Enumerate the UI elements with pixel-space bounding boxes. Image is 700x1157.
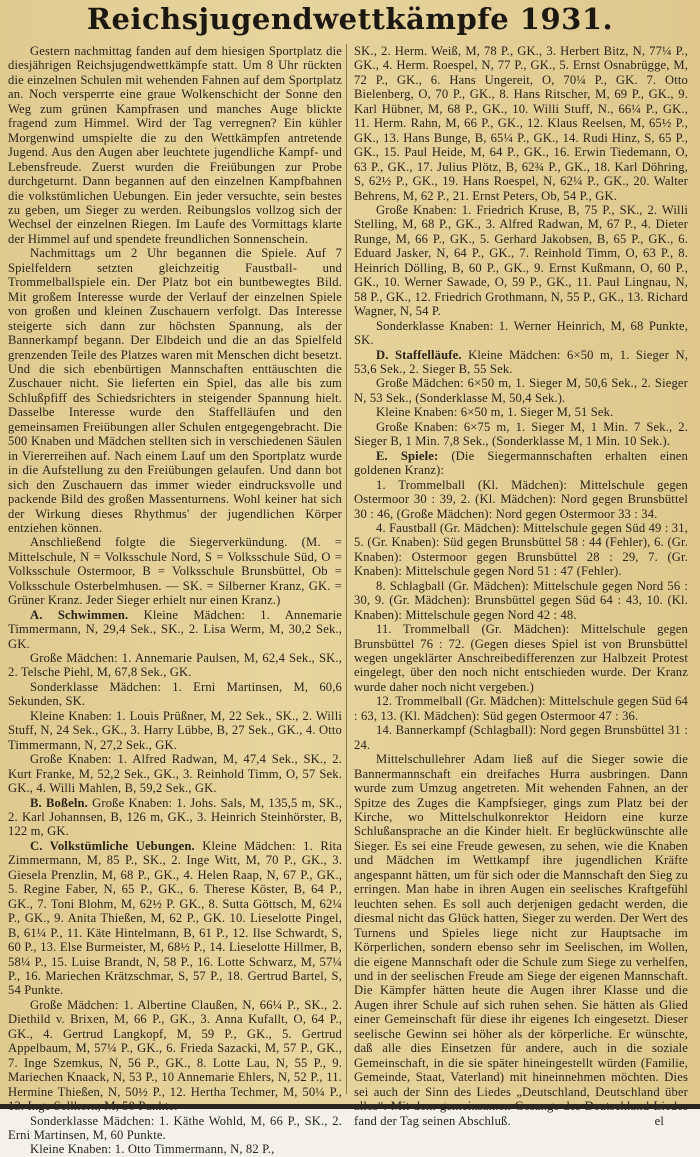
paragraph-text: 12. Trommelball (Gr. Mädchen): Mittelschule gegen Süd 64 : 63, 13. (Kl. Mädchen): Süd gegen Ostermoor 47 : 36. (354, 694, 688, 723)
paragraph-text: 4. Faustball (Gr. Mädchen): Mittelschule gegen Süd 49 : 31, 5. (Gr. Knaben): Süd gegen Brunsbüttel 58 : 44 (Fehler), 6. (Gr. Knaben): Ostermoor gegen Brunsbüttel 28 : 29, 7. (Gr. Knaben): Mittelschule gegen Nord 51 : 47 (Fehler). (354, 520, 688, 579)
paragraph-text: (Die Siegermannschaften erhalten einen goldenen Kranz): (354, 448, 688, 478)
paragraph-text: Nachmittags um 2 Uhr begannen die Spiele. Auf 7 Spielfeldern setzten gleichzeitig Faustball- und Trommelballspiele ein. Der Platz bot ein buntbewegtes Bild. Mit großem Interesse wurde der Verlauf der einzelnen Spiele von großen und kleinen Zuschauern verfolgt. Das Interesse steigerte sich dann zur höchsten Spannung, als der Bannerkampf begann. Der Elbdeich und die an das Spielfeld grenzenden Teile des Platzes waren mit Menschen dicht besetzt. Und die sich ebenbürtigen Mannschaften enttäuschten die Zuschauer nicht. Sie lieferten ein Spiel, das alle bis zum Schlußpfiff des Schiedsrichters in steigender Spannung hielt. Dasselbe Interesse wurde den Staffelläufen und den gemeinsamen Freiübungen aller Schulen entgegengebracht. Die 500 Knaben und Mädchen stellten sich in verschiedenen Säulen in Viererreihen auf. Nach einem Lauf um den Sportplatz wurde in die Aufstellung zu den Freiübungen gelaufen. Und dann bot sich den Zuschauern das immer wieder eindrucksvolle und packende Bild des großen Massenturnens. Wohl keiner hat sich der Wirkung dieses Rhythmus' der jugendlichen Körper entziehen können. (8, 246, 342, 535)
paragraph-text: Kleine Mädchen: 1. Rita Zimmermann, M, 85 P., SK., 2. Inge Witt, M, 70 P., GK., 3. Giesela Prenzlin, M, 68 P., GK., 4. Helen Raap, N, 67 P., GK., 5. Regine Faber, N, 65 P., GK., 6. Therese Köster, B, 64 P., GK., 7. Toni Blohm, M, 62½ P. GK., 8. Sutta Göttsch, M, 62¼ P., GK., 9. Anita Thießen, M, 62 P., GK. 10. Lieselotte Pingel, B, 61¼ P., 11. Käte Hintelmann, B, 61 P., 12. Ilse Schwardt, S, 60 P., 13. Else Burmeister, M, 68½ P., 14. Lieselotte Hillmer, B, 58¼ P., 15. Luise Brandt, N, 58 P., 16. Lotte Schwarz, M, 57¼ P., 16. Mariechen Krätzschmar, S, 57 P., 18. Gertrud Bartel, S, 54 Punkte. (8, 838, 342, 998)
article-paragraph (8, 998, 342, 1114)
paragraph-text: Sonderklasse Mädchen: 1. Erni Martinsen, M, 60,6 Sekunden, SK. (8, 679, 342, 709)
article-paragraph (354, 319, 688, 348)
paragraph-text: 11. Trommelball (Gr. Mädchen): Mittelschule gegen Brunsbüttel 76 : 72. (Gegen dieses Spiel ist von Brunsbüttel wegen ungeklärter Anschreibedifferenzen zur Halbzeit Protest eingelegt, über den noch nicht entschieden wurde. Der Kranz wurde daher noch nicht vergeben.) (354, 622, 688, 694)
paragraph-text: Große Knaben: 1. Alfred Radwan, M, 47,4 Sek., SK., 2. Kurt Franke, M, 52,2 Sek., GK., 3. Reinhold Timm, O, 57 Sek. GK., 4. Willi Mahlen, B, 59,2 Sek., GK. (8, 752, 342, 796)
paragraph-text: Kleine Knaben: 1. Louis Prüßner, M, 22 Sek., SK., 2. Willi Stuff, N, 24 Sek., GK., 3. Harry Lübbe, B, 27 Sek., GK., 4. Otto Timmermann, N, 27,2 Sek., GK. (8, 708, 342, 752)
paragraph-text: Kleine Mädchen: 1. Annemarie Timmermann, N, 29,4 Sek., SK., 2. Lisa Werm, M, 30,2 Sek., GK. (8, 607, 342, 651)
paragraph-text: Gestern nachmittag fanden auf dem hiesigen Sportplatz die diesjährigen Reichsjugendwettkämpfe statt. Um 8 Uhr rückten die einzelnen Schulen mit wehenden Fahnen auf dem Sportplatz an. Noch versperrte eine graue Wolkenschicht der Sonne den Weg zum grünen Kampfrasen und manches Auge blickte fragend zum Himmel. Wird der Tag verregnen? Ein kühler Morgenwind umspielte die zu den Wettkämpfen antretende Jugend. Aus den Augen aber leuchtete jugendliche Kampf- und Lebensfreude. Zuerst wurden die Freiübungen zur Probe durchgeturnt. Dann begannen auf den einzelnen Kampfbahnen die volkstümlichen Uebungen. Ein jeder versuchte, sein bestes zu geben, um Sieger zu werden. Reibungslos vollzog sich der Wechsel der einzelnen Riegen. Im Laufe des Vormittags klarte der Himmel auf und spendete freundlichen Sonnenschein. (8, 44, 342, 246)
column-divider (346, 44, 347, 1094)
article-paragraph (354, 203, 688, 319)
article-paragraph (354, 44, 688, 203)
paragraph-text: SK., 2. Herm. Weiß, M, 78 P., GK., 3. Herbert Bitz, N, 77¼ P., GK., 4. Herm. Roespel, N, 77 P., GK., 5. Ernst Osnabrügge, M, 72 P., GK., 6. Hans Ungereit, O, 70¼ P., GK. 7. Otto Bielenberg, O, 70 P., GK., 8. Hans Ritscher, M, 69 P., GK., 9. Karl Hübner, M, 68 P., GK., 10. Willi Stuff, N., 66¼ P., GK., 11. Herm. Rahn, M, 66 P., GK., 12. Klaus Reelsen, M, 65½ P., GK., 13. Hans Bunge, B, 65¼ P., GK., 14. Rudi Hinz, S, 65 P., GK., 15. Paul Heide, M, 64 P., GK., 16. Erwin Tiedemann, O, 63 P., GK., 17. Julius Plötz, B, 62¾ P., GK., 18. Karl Döhring, S, 62½ P., GK., 19. Hans Roespel, N, 62¼ P., GK., 20. Walter Behrens, M, 62 P., 21. Ernst Peters, Ob, 54 P., GK. (354, 44, 688, 203)
section-heading: D. Staffelläufe. (376, 347, 462, 362)
article-paragraph (8, 752, 342, 795)
section-heading: C. Volkstümliche Uebungen. (30, 838, 195, 853)
clipping-bottom-edge (0, 1104, 700, 1109)
paragraph-text: Große Knaben: 1. Johs. Sals, M, 135,5 m, SK., 2. Karl Johannsen, B, 126 m, GK., 3. Heinrich Steinhörster, B, 122 m, GK. (8, 795, 343, 839)
paragraph-text: Große Mädchen: 1. Albertine Claußen, N, 66¼ P., SK., 2. Diethild v. Brixen, M, 66 P., GK., 3. Anna Kufallt, O, 64 P., GK., 4. Gertrud Langkopf, M, 59 P., GK., 5. Gertrud Appelbaum, M, 57¼ P., GK., 6. Frieda Sazacki, M, 57 P., GK., 7. Inge Szemkus, N, 56 P., GK., 8. Lotte Lau, N, 55 P., 9. Mariechen Knaack, N, 53 P., 10 Annemarie Ehlers, N, 52 P., 11. Hermine Thießen, N, 50½ P., 12. Hertha Techmer, M, 50¼ P., (8, 997, 342, 1099)
article-paragraph (8, 1142, 342, 1156)
section-heading: B. Boßeln. (30, 795, 88, 810)
article-paragraph (354, 449, 688, 478)
section-heading: A. Schwimmen. (30, 607, 129, 622)
article-paragraph (354, 420, 688, 449)
paragraph-text: Kleine Knaben: 6×50 m, 1. Sieger M, 51 Sek. (376, 405, 614, 420)
paragraph-text: 1. Trommelball (Kl. Mädchen): Mittelschule gegen Ostermoor 30 : 39, 2. (Kl. Mädchen): Nord gegen Brunsbüttel 30 : 46, (Große Mädchen): Nord gegen Ostermoor 33 : 34. (354, 477, 688, 521)
left-column (8, 44, 343, 1157)
article-paragraph (354, 478, 688, 521)
article-paragraph (354, 405, 688, 419)
article-paragraph (354, 376, 688, 405)
article-paragraph (8, 44, 342, 246)
paragraph-text: Anschließend folgte die Siegerverkündung. (M. = Mittelschule, N = Volksschule Nord, S = Volksschule Süd, O = Volksschule Ostermoor, B = Volksschule Brunsbüttel, Ob = Volksschule Osterbelmhusen. — SK. = Silberner Kranz, GK. = Grüner Kranz. Jeder Sieger erhielt nur einen Kranz.) (8, 535, 342, 608)
article-paragraph (8, 1114, 342, 1143)
article-paragraph (8, 535, 342, 607)
right-column (354, 44, 688, 1128)
paragraph-text: Große Mädchen: 1. Annemarie Paulsen, M, 62,4 Sek., SK., 2. Telsche Piehl, M, 67,8 Sek., GK. (8, 651, 342, 680)
paragraph-text: Sonderklasse Mädchen: 1. Käthe Wohld, M, 66 P., SK., 2. Erni Martinsen, M, 60 Punkte. (8, 1113, 342, 1142)
article-paragraph (354, 622, 688, 694)
paragraph-text: Kleine Knaben: 1. Otto Timmermann, N, 82 P., (30, 1142, 275, 1157)
paragraph-text: Große Knaben: 6×75 m, 1. Sieger M, 1 Min. 7 Sek., 2. Sieger B, 1 Min. 7,8 Sek., (Sonderklasse M, 1 Min. 10 Sek.). (354, 419, 688, 449)
article-title: Reichsjugendwettkämpfe 1931. (86, 2, 614, 36)
article-paragraph (354, 752, 688, 1128)
paragraph-text: Große Mädchen: 6×50 m, 1. Sieger M, 50,6 Sek., 2. Sieger N, 53 Sek., (Sonderklasse M, 50,4 Sek.). (354, 376, 688, 405)
section-heading: E. Spiele: (376, 448, 439, 463)
paragraph-text: Mittelschullehrer Adam ließ auf die Sieger sowie die Bannermannschaft ein dreifaches Hurra ausbringen. Dann wurde zum Umzug angetreten. Mit wehenden Fahnen, an der Spitze des Zuges die Kampfsieger, gings zum Platz bei der Kirche, wo Mittelschulkonrektor Heidorn eine kurze Schlußansprache an die Kinder hielt. Er beglückwünschte alle Sieger. Es sei eine Freude gewesen, zu sehen, wie die Knaben und Mädchen im Wettkampf ihre jugendlichen Kräfte angespannt hätten, um für sich oder die Mannschaft den Sieg zu erringen. Man habe in ihren Augen ein seelisches Kraftgefühl leuchten sehen. Es soll auch derjenigen gedacht werden, die diesmal nicht das Glück hatten, Sieger zu werden. Der Wert des Turnens und Spieles liege nicht zur Hauptsache im Körperlichen, sondern ebenso sehr im Seelischen, im Wollen, die eigene Mannschaft oder die Schule zum Siege zu verhelfen, und in der seelischen Freude am Siege der eigenen Mannschaft. Die Kämpfer hätten heute die Augen ihrer Klasse und die Augen ihrer Schule auf sich ruhen sehen. Sie hätten als Glied einer Gemeinschaft für diese ihr eigenes Ich eingesetzt. Dieser seelische Gewinn sei höher als der körperliche. Er wünschte, daß alle dies Einsetzen für andere, auch in die soziale Gemeinschaft, in die sie später hineingestellt würden (Familie, Gemeinde, Staat, Vaterland) mit hineinnehmen möchten. Dies sei auch der Sinn des Liedes „Deutschland, Deutschland über fand der Tag seinen Abschluß. (354, 752, 688, 1128)
article-paragraph (8, 608, 342, 651)
article-paragraph (8, 796, 342, 839)
article-paragraph (8, 680, 342, 709)
paragraph-text: 14. Bannerkampf (Schlagball): Nord gegen Brunsbüttel 31 : 24. (354, 723, 688, 752)
paragraph-text: Große Knaben: 1. Friedrich Kruse, B, 75 P., SK., 2. Willi Stelling, M, 68 P., GK., 3. Alfred Radwan, M, 67 P., 4. Dieter Runge, M, 66 P., GK., 5. Gerhard Jakobsen, B, 65 P., GK., 6. Eduard Jasker, N, 64 P., GK., 7. Reinhold Timm, O, 63 P., 8. Heinrich Dölling, B, 60 P., GK., 9. Ernst Kußmann, O, 60 P., GK., 10. Werner Sawade, O, 59 P., GK., 11. Paul Lingnau, N, 58 P., GK., 12. Friedrich Grothmann, N, 55 P., GK., 13. Richard Wagner, N, 54 P. (354, 202, 688, 319)
article-paragraph (354, 579, 688, 622)
article-paragraph (8, 651, 342, 680)
article-paragraph (354, 723, 688, 752)
author-signature: el (654, 1113, 664, 1128)
article-paragraph (354, 348, 688, 377)
paragraph-text: 8. Schlagball (Gr. Mädchen): Mittelschule gegen Nord 56 : 30, 9. (Gr. Mädchen): Brunsbüttel gegen Süd 64 : 43, 10. (Kl. Knaben): Mittelschule gegen Nord 42 : 48. (354, 578, 688, 622)
paragraph-text: Sonderklasse Knaben: 1. Werner Heinrich, M, 68 Punkte, SK. (354, 318, 688, 348)
article-paragraph (8, 839, 342, 998)
article-paragraph (354, 694, 688, 723)
article-paragraph (8, 246, 342, 535)
article-paragraph (354, 521, 688, 579)
paragraph-text: Kleine Mädchen: 6×50 m, 1. Sieger N, 53,6 Sek., 2. Sieger B, 55 Sek. (354, 347, 688, 376)
article-paragraph (8, 709, 342, 752)
